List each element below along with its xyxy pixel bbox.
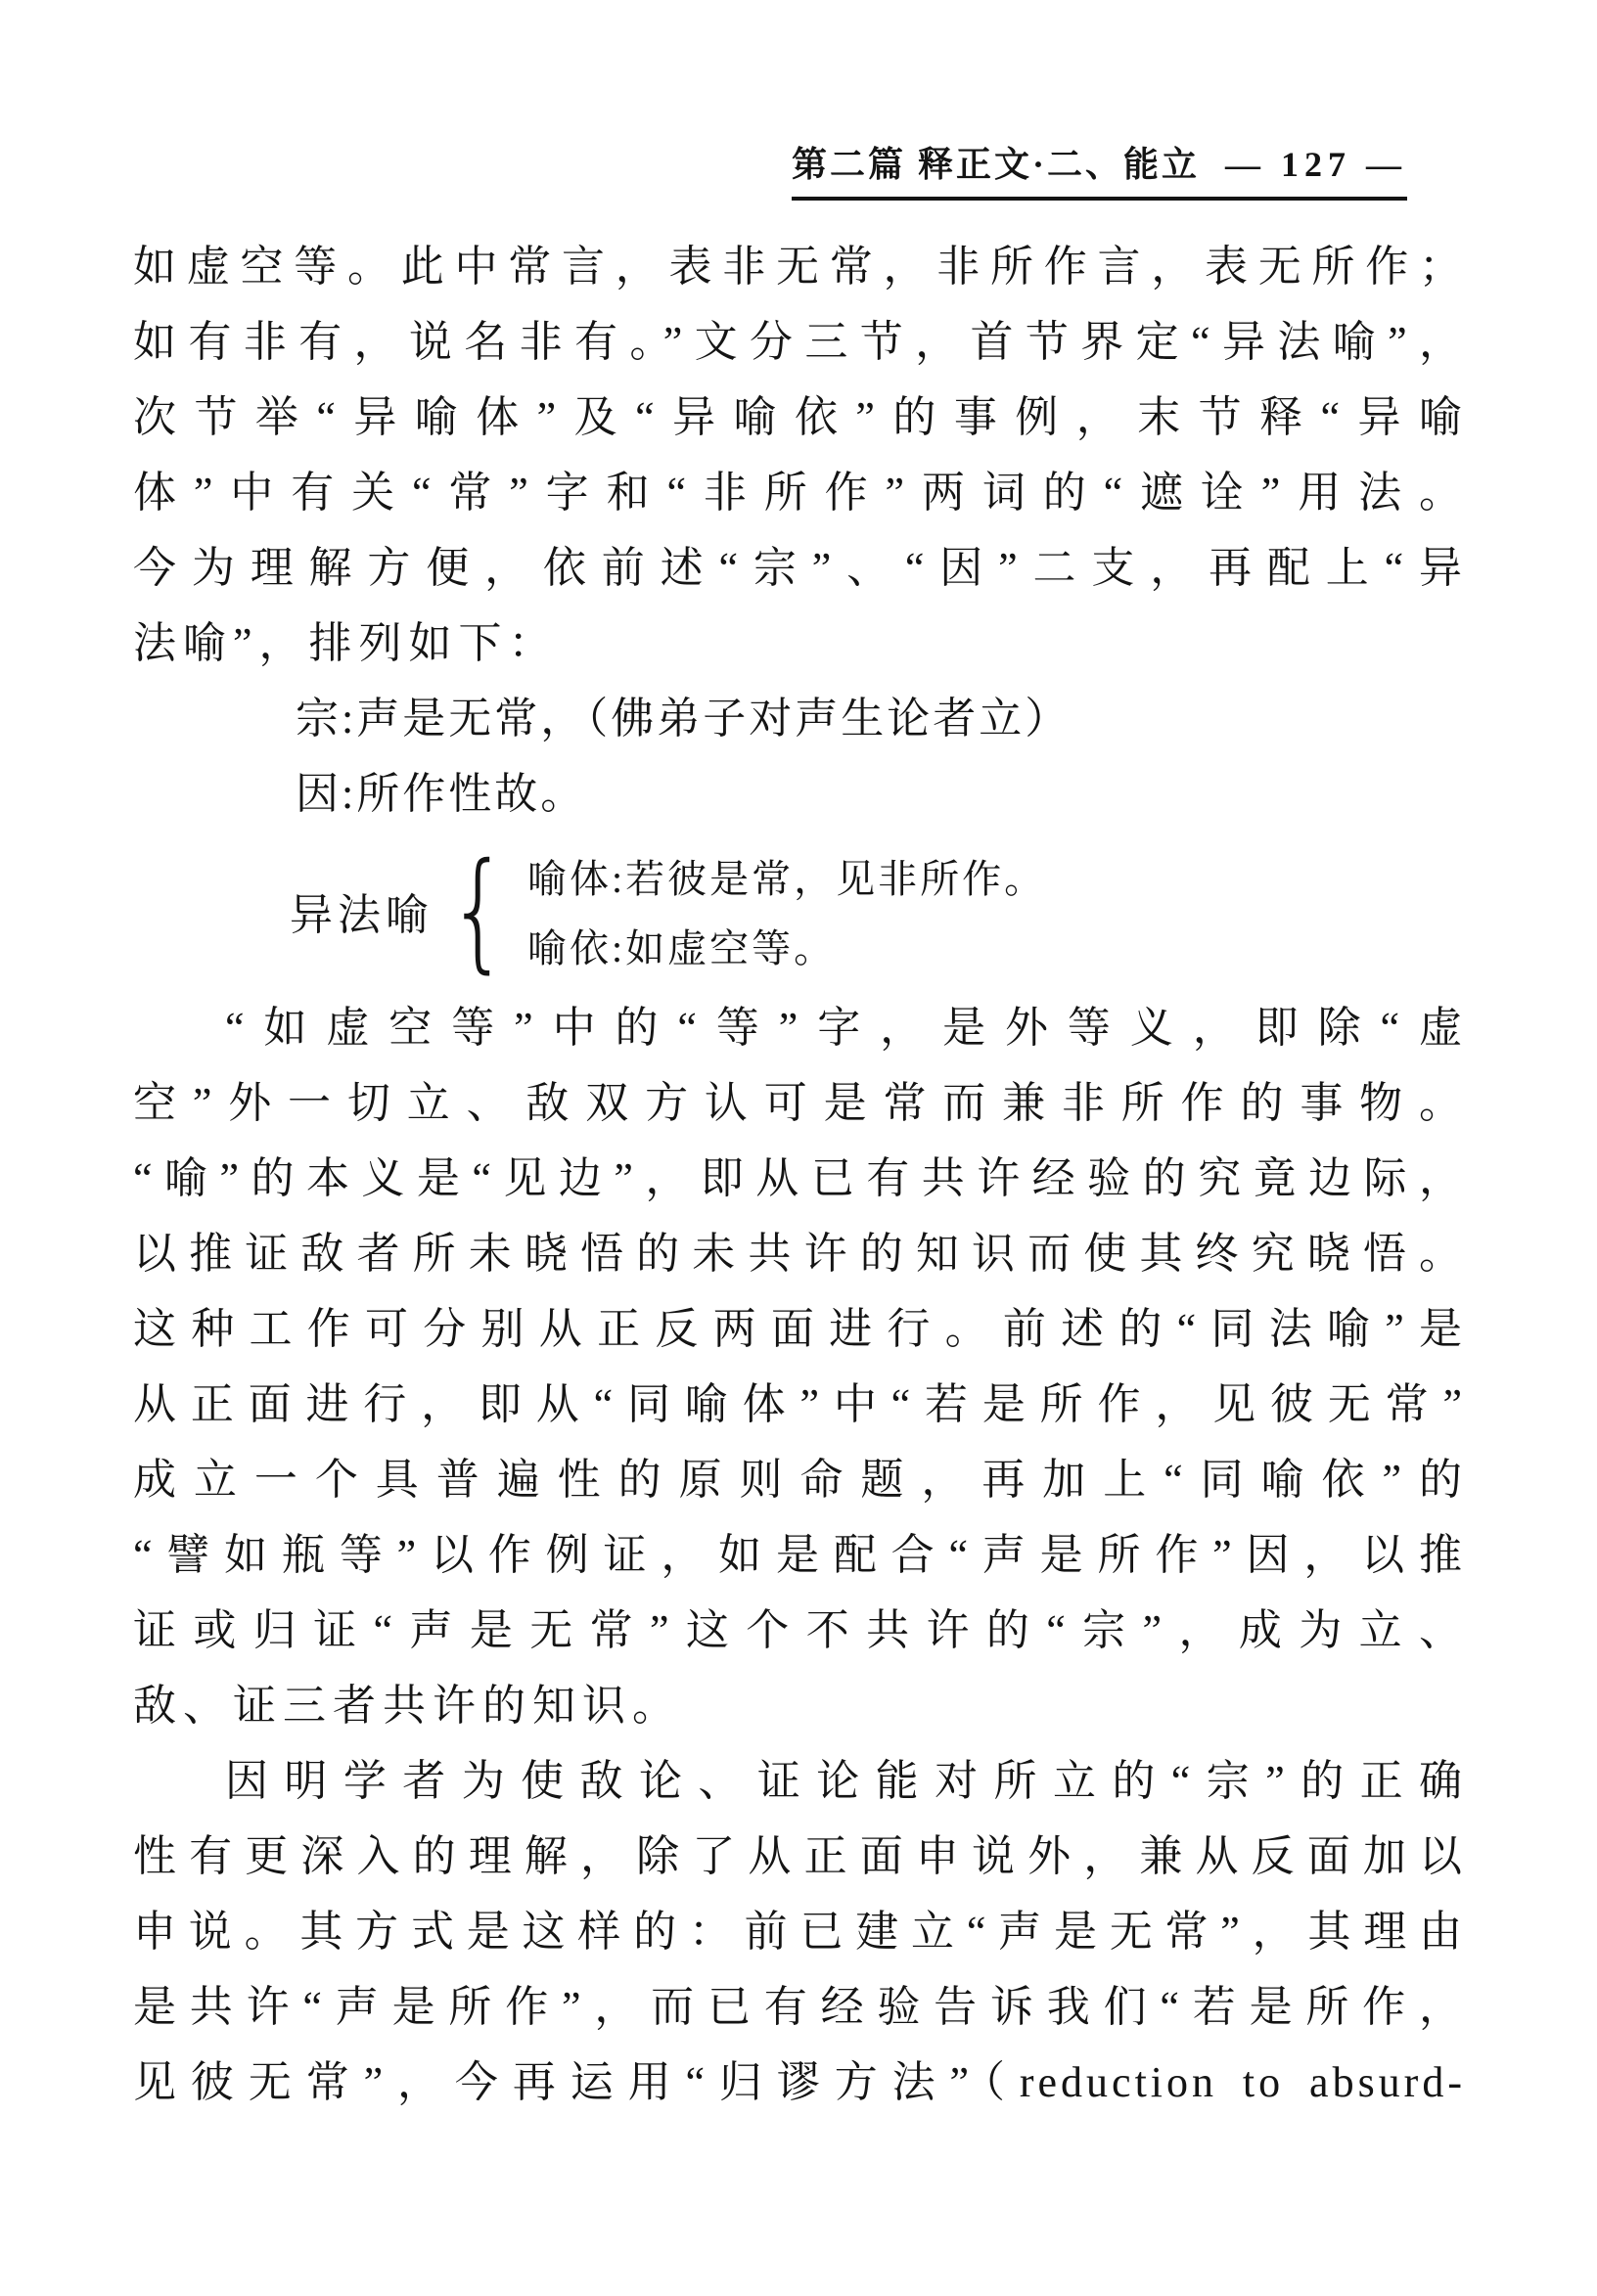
text-line: 如有非有，说名非有。”文分三节，首节界定“异法喻”， — [133, 318, 1466, 366]
text-line: “喻”的本义是“见边”，即从已有共许经验的究竟边际， — [133, 1154, 1466, 1202]
text-line: 是共许“声是所作”，而已有经验告诉我们“若是所作， — [133, 1983, 1466, 2031]
page-number: — 127 — — [1225, 145, 1407, 184]
brace-items — [527, 848, 1046, 973]
syllogism-yin-line: 因:所作性故。 — [296, 770, 587, 818]
syllogism-brace-group — [133, 832, 1466, 990]
text-line: 性有更深入的理解，除了从正面申说外，兼从反面加以 — [133, 1832, 1466, 1880]
text-line: 如虚空等。此中常言，表非无常，非所作言，表无所作； — [133, 243, 1466, 291]
brace-label: 异法喻 — [290, 891, 433, 939]
text-line: 申说。其方式是这样的：前已建立“声是无常”，其理由 — [133, 1908, 1466, 1956]
text-line: 因明学者为使敌论、证论能对所立的“宗”的正确 — [225, 1757, 1466, 1805]
brace-item-yuti: 喻体:若彼是常，见非所作。 — [526, 857, 1047, 901]
brace-icon: { — [447, 835, 510, 986]
text-line: 从正面进行，即从“同喻体”中“若是所作，见彼无常” — [133, 1380, 1466, 1428]
text-line: 法喻”，排列如下： — [133, 619, 559, 667]
brace-item-yuyi: 喻依:如虚空等。 — [526, 926, 837, 970]
text-line: 这种工作可分别从正反两面进行。前述的“同法喻”是 — [133, 1305, 1466, 1353]
text-line: “譬如瓶等”以作例证，如是配合“声是所作”因，以推 — [133, 1531, 1466, 1579]
text-line: 以推证敌者所未晓悟的未共许的知识而使其终究晓悟。 — [133, 1230, 1466, 1278]
running-header — [792, 137, 1407, 201]
syllogism-zong-line: 宗:声是无常，（佛弟子对声生论者立） — [296, 695, 1072, 743]
text-line: 今为理解方便，依前述“宗”、“因”二支，再配上“异 — [133, 544, 1466, 592]
text-line: “如虚空等”中的“等”字，是外等义，即除“虚 — [225, 1004, 1466, 1052]
text-line: 证或归证“声是无常”这个不共许的“宗”，成为立、 — [133, 1606, 1466, 1654]
text-line: 成立一个具普遍性的原则命题，再加上“同喻依”的 — [133, 1456, 1466, 1504]
text-line: 体”中有关“常”字和“非所作”两词的“遮诠”用法。 — [133, 469, 1466, 517]
chapter-title: 第二篇 释正文·二、能立 — [791, 145, 1200, 184]
text-line: 见彼无常”，今再运用“归谬方法”（reduction to absurd- — [133, 2058, 1466, 2106]
text-line: 次节举“异喻体”及“异喻依”的事例，末节释“异喻 — [133, 393, 1466, 441]
text-line: 敌、证三者共许的知识。 — [133, 1682, 682, 1730]
text-line: 空”外一切立、敌双方认可是常而兼非所作的事物。 — [133, 1079, 1466, 1127]
page-body — [133, 229, 1466, 2120]
